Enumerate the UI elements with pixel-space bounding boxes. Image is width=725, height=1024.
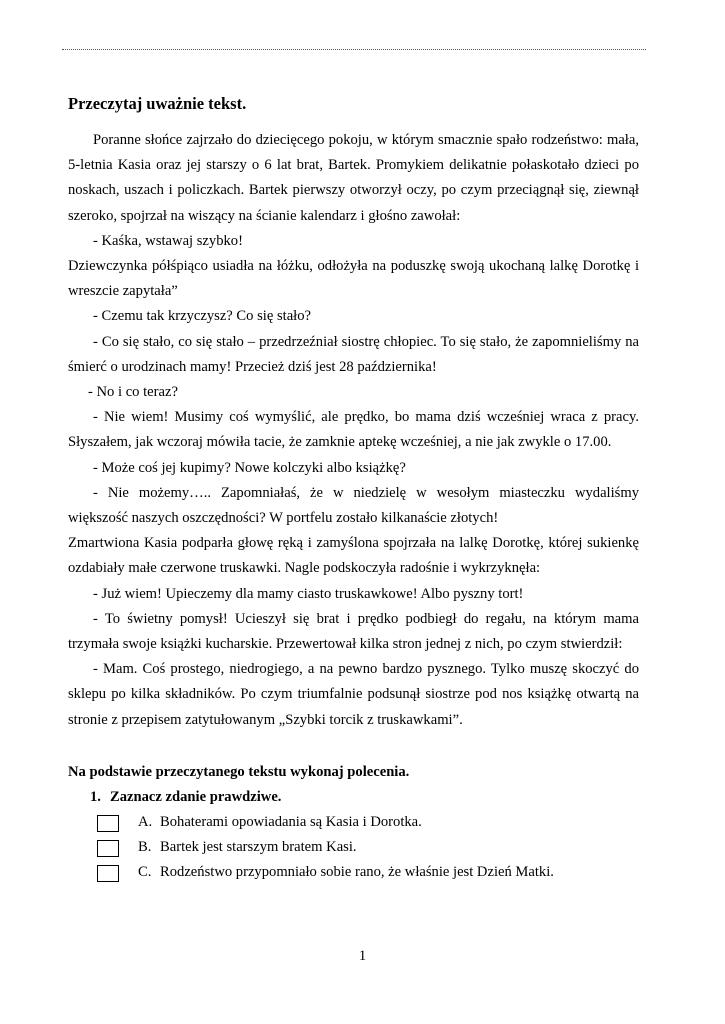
story-text xyxy=(68,128,639,733)
page-title: Przeczytaj uważnie tekst. xyxy=(68,94,247,113)
story-paragraph: - Kaśka, wstawaj szybko! xyxy=(93,232,243,249)
story-paragraph: - Nie wiem! Musimy coś wymyślić, ale prędko, bo mama dziś wcześniej wraca z pracy. Słyszałem, jak wczoraj mówiła tacie, że zamknie aptekę wcześniej, a nie jak zwykle o 17.00. xyxy=(68,409,639,451)
story-paragraph: - Nie możemy….. Zapomniałaś, że w niedzielę w wesołym miasteczku wydaliśmy większość naszych oszczędności? W portfelu zostało kilkanaście złotych! xyxy=(68,484,639,527)
option-letter: C. xyxy=(138,864,152,880)
tasks-section xyxy=(68,760,639,885)
story-paragraph: - Mam. Coś prostego, niedrogiego, a na pewno bardzo pysznego. Tylko muszę skoczyć do sklepu po kilka składników. Po czym triumfalnie podsunął siostrze pod nos książkę otwartą na stronie z przepisem zatytułowanym „Szybki torcik z truskawkami”. xyxy=(68,661,639,728)
story-paragraph: - Może coś jej kupimy? Nowe kolczyki albo książkę? xyxy=(93,459,406,476)
question-1 xyxy=(68,785,639,810)
question-number: 1. xyxy=(90,789,101,805)
answer-option-a xyxy=(68,810,639,835)
header-dotted-rule xyxy=(62,49,646,50)
question-prompt: Zaznacz zdanie prawdziwe. xyxy=(110,789,282,805)
option-text: Bartek jest starszym bratem Kasi. xyxy=(160,839,357,855)
tasks-heading: Na podstawie przeczytanego tekstu wykonaj polecenia. xyxy=(68,764,410,780)
answer-checkbox-b[interactable] xyxy=(97,840,119,857)
option-letter: A. xyxy=(138,814,153,830)
option-text: Bohaterami opowiadania są Kasia i Dorotka. xyxy=(160,814,422,830)
answer-options xyxy=(68,810,639,885)
story-paragraph: - Już wiem! Upieczemy dla mamy ciasto truskawkowe! Albo pyszny tort! xyxy=(93,585,524,602)
option-text: Rodzeństwo przypomniało sobie rano, że właśnie jest Dzień Matki. xyxy=(160,864,554,880)
story-paragraph: - Czemu tak krzyczysz? Co się stało? xyxy=(93,308,312,325)
story-paragraph: Dziewczynka półśpiąco usiadła na łóżku, odłożyła na poduszkę swoją ukochaną lalkę Dorotkę i wreszcie zapytała” xyxy=(68,258,639,300)
page-number: 1 xyxy=(358,948,367,964)
answer-checkbox-a[interactable] xyxy=(97,815,119,832)
story-paragraph: - To świetny pomysł! Ucieszył się brat i prędko podbiegł do regału, na którym mama trzymała swoje książki kucharskie. Przewertował kilka stron jednej z nich, po czym stwierdził: xyxy=(68,610,639,653)
option-letter: B. xyxy=(138,839,152,855)
story-paragraph: Poranne słońce zajrzało do dziecięcego pokoju, w którym smacznie spało rodzeństwo: mała, 5-letnia Kasia oraz jej starszy o 6 lat brat, Bartek. Promykiem delikatnie połaskotało dzieci po noskach, uszach i policzkach. Bartek pierwszy otworzył oczy, po czym przeciągnął się, ziewnął szeroko, spojrzał na wiszący na ścianie kalendarz i głośno zawołał: xyxy=(68,132,639,224)
story-paragraph: - No i co teraz? xyxy=(88,384,178,401)
story-paragraph: - Co się stało, co się stało – przedrzeźniał siostrę chłopiec. To się stało, że zapomnieliśmy na śmierć o urodzinach mamy! Przecież dziś jest 28 października! xyxy=(68,333,639,375)
answer-option-c xyxy=(68,860,639,885)
story-paragraph: Zmartwiona Kasia podparła głowę ręką i zamyślona spojrzała na lalkę Dorotkę, której sukienkę ozdabiały małe czerwone truskawki. Nagle podskoczyła radośnie i wykrzyknęła: xyxy=(68,535,639,577)
answer-checkbox-c[interactable] xyxy=(97,865,119,882)
answer-option-b xyxy=(68,835,639,860)
